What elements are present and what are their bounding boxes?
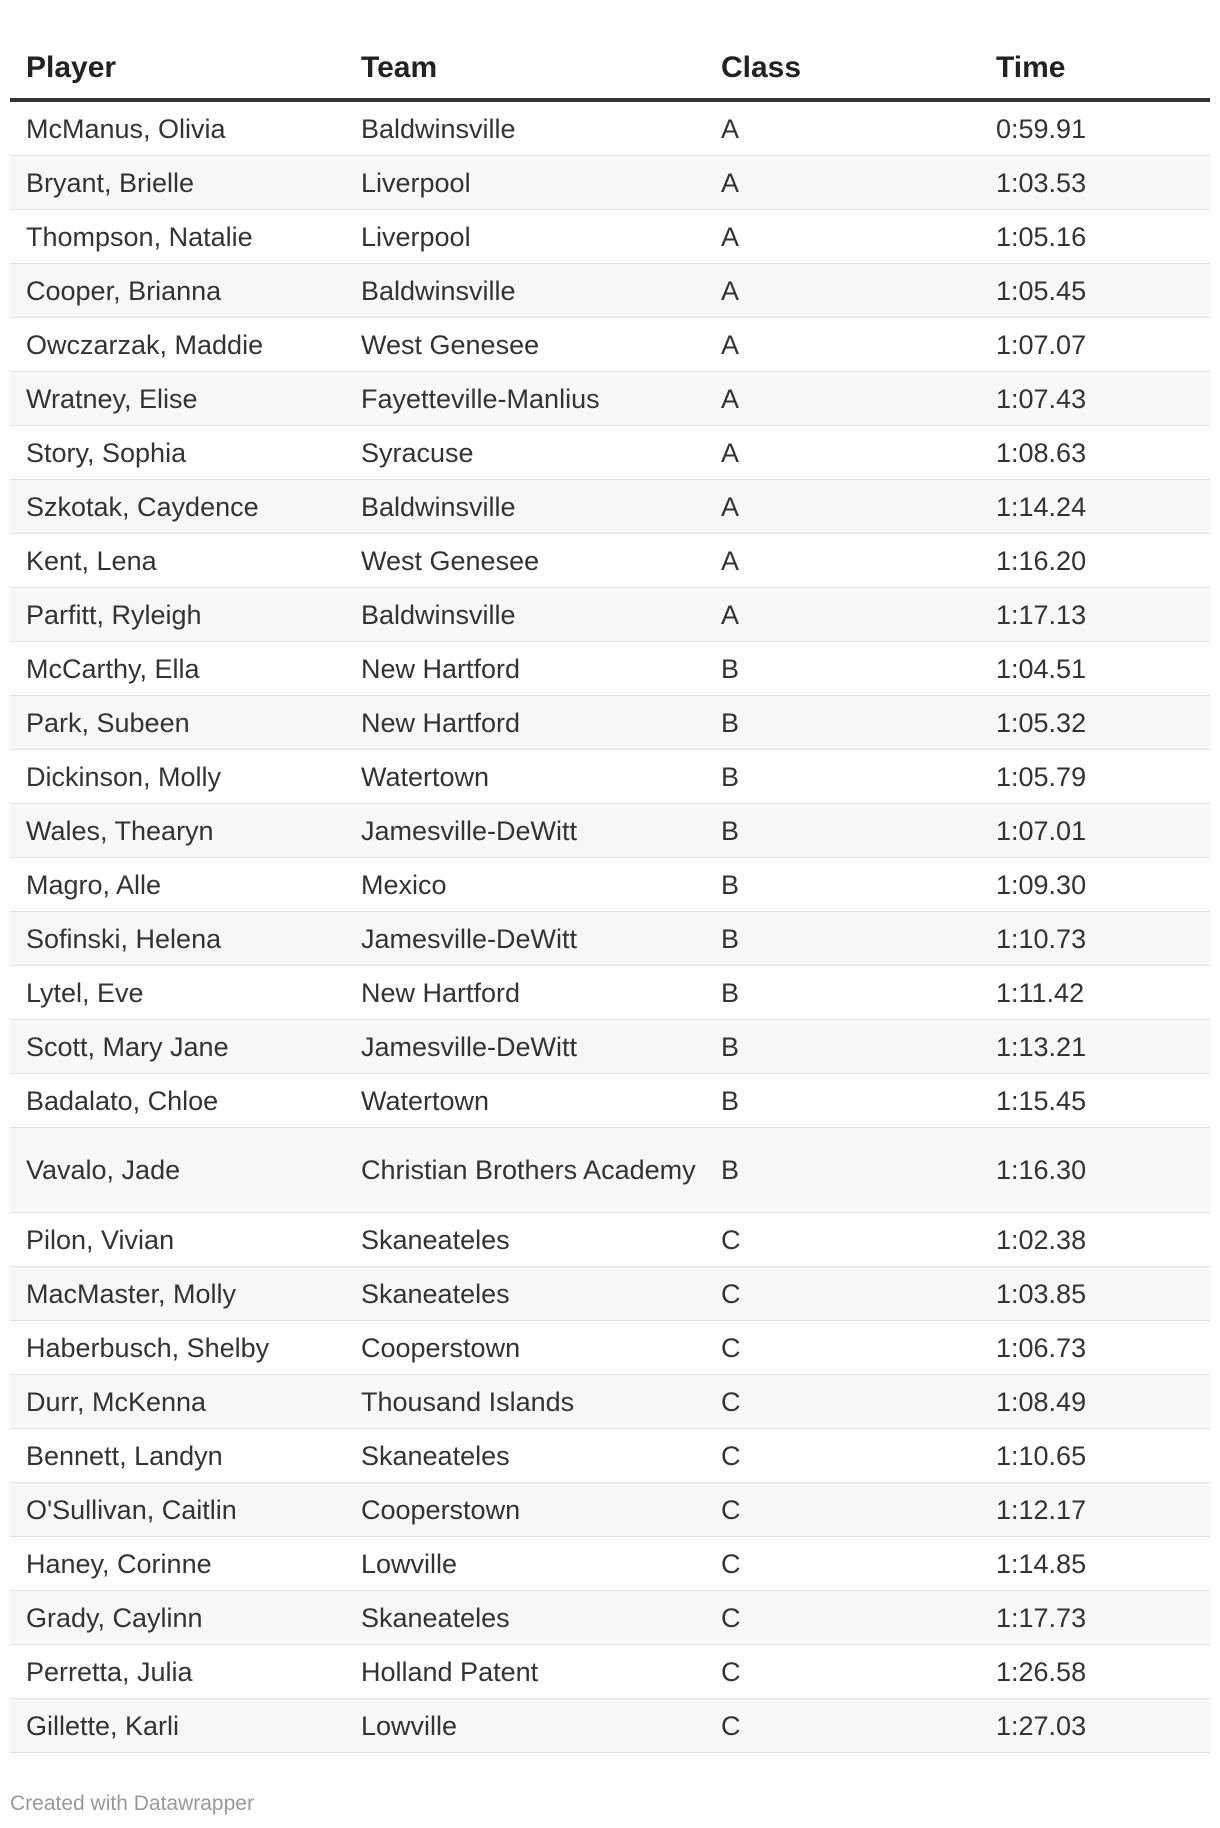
cell-time: 1:05.32 — [980, 696, 1210, 750]
column-header-team[interactable]: Team — [345, 38, 705, 100]
cell-class: A — [705, 156, 980, 210]
cell-class: B — [705, 1074, 980, 1128]
cell-team: New Hartford — [345, 966, 705, 1020]
column-header-player[interactable]: Player — [10, 38, 345, 100]
cell-time: 1:17.13 — [980, 588, 1210, 642]
cell-class: A — [705, 100, 980, 156]
cell-time: 1:04.51 — [980, 642, 1210, 696]
table-row — [10, 1020, 1210, 1074]
datawrapper-credit: Created with Datawrapper — [10, 1792, 254, 1815]
table-row — [10, 210, 1210, 264]
cell-time: 1:13.21 — [980, 1020, 1210, 1074]
table-row — [10, 318, 1210, 372]
cell-team: Fayetteville-Manlius — [345, 372, 705, 426]
table-row — [10, 642, 1210, 696]
cell-team: Lowville — [345, 1537, 705, 1591]
cell-time: 1:06.73 — [980, 1321, 1210, 1375]
table-row — [10, 1591, 1210, 1645]
cell-player: Haney, Corinne — [10, 1537, 345, 1591]
cell-team: Skaneateles — [345, 1429, 705, 1483]
table-row — [10, 372, 1210, 426]
table-row — [10, 1537, 1210, 1591]
table-row — [10, 1483, 1210, 1537]
cell-time: 1:07.43 — [980, 372, 1210, 426]
cell-team: Christian Brothers Academy — [345, 1128, 705, 1213]
cell-time: 1:08.49 — [980, 1375, 1210, 1429]
cell-class: A — [705, 480, 980, 534]
cell-class: B — [705, 966, 980, 1020]
cell-time: 1:11.42 — [980, 966, 1210, 1020]
cell-player: Park, Subeen — [10, 696, 345, 750]
cell-team: Skaneateles — [345, 1213, 705, 1267]
cell-class: C — [705, 1321, 980, 1375]
cell-player: Bennett, Landyn — [10, 1429, 345, 1483]
cell-team: Thousand Islands — [345, 1375, 705, 1429]
cell-class: A — [705, 318, 980, 372]
cell-player: McManus, Olivia — [10, 100, 345, 156]
cell-time: 1:27.03 — [980, 1699, 1210, 1753]
table-row — [10, 1645, 1210, 1699]
cell-time: 1:10.73 — [980, 912, 1210, 966]
cell-class: C — [705, 1375, 980, 1429]
cell-player: Story, Sophia — [10, 426, 345, 480]
cell-team: Watertown — [345, 750, 705, 804]
table-row — [10, 696, 1210, 750]
cell-class: B — [705, 696, 980, 750]
table-row — [10, 264, 1210, 318]
cell-player: Vavalo, Jade — [10, 1128, 345, 1213]
cell-player: Thompson, Natalie — [10, 210, 345, 264]
cell-player: O'Sullivan, Caitlin — [10, 1483, 345, 1537]
table-row — [10, 1213, 1210, 1267]
cell-class: B — [705, 912, 980, 966]
cell-player: Lytel, Eve — [10, 966, 345, 1020]
column-header-class[interactable]: Class — [705, 38, 980, 100]
cell-class: C — [705, 1537, 980, 1591]
cell-class: A — [705, 426, 980, 480]
cell-time: 1:12.17 — [980, 1483, 1210, 1537]
cell-team: Liverpool — [345, 210, 705, 264]
cell-team: Liverpool — [345, 156, 705, 210]
cell-class: C — [705, 1213, 980, 1267]
cell-class: A — [705, 534, 980, 588]
table-header — [10, 38, 1210, 100]
cell-time: 1:07.07 — [980, 318, 1210, 372]
cell-class: A — [705, 264, 980, 318]
cell-player: Owczarzak, Maddie — [10, 318, 345, 372]
cell-class: B — [705, 750, 980, 804]
cell-team: Cooperstown — [345, 1321, 705, 1375]
cell-time: 0:59.91 — [980, 100, 1210, 156]
cell-team: West Genesee — [345, 318, 705, 372]
cell-player: Gillette, Karli — [10, 1699, 345, 1753]
cell-player: Scott, Mary Jane — [10, 1020, 345, 1074]
cell-time: 1:05.45 — [980, 264, 1210, 318]
table-row — [10, 1267, 1210, 1321]
cell-player: Wratney, Elise — [10, 372, 345, 426]
table-row — [10, 1128, 1210, 1213]
cell-time: 1:08.63 — [980, 426, 1210, 480]
cell-time: 1:17.73 — [980, 1591, 1210, 1645]
table-row — [10, 912, 1210, 966]
cell-class: A — [705, 210, 980, 264]
table-row — [10, 480, 1210, 534]
cell-class: A — [705, 372, 980, 426]
cell-team: Lowville — [345, 1699, 705, 1753]
table-row — [10, 750, 1210, 804]
cell-class: B — [705, 642, 980, 696]
cell-time: 1:16.30 — [980, 1128, 1210, 1213]
cell-team: Skaneateles — [345, 1591, 705, 1645]
table-body — [10, 100, 1210, 1753]
cell-class: B — [705, 858, 980, 912]
cell-team: Mexico — [345, 858, 705, 912]
cell-player: Badalato, Chloe — [10, 1074, 345, 1128]
cell-class: C — [705, 1591, 980, 1645]
cell-player: Kent, Lena — [10, 534, 345, 588]
table-row — [10, 804, 1210, 858]
table-row — [10, 1375, 1210, 1429]
cell-time: 1:05.16 — [980, 210, 1210, 264]
cell-team: Baldwinsville — [345, 588, 705, 642]
cell-team: Jamesville-DeWitt — [345, 912, 705, 966]
cell-team: Jamesville-DeWitt — [345, 1020, 705, 1074]
cell-time: 1:16.20 — [980, 534, 1210, 588]
table-row — [10, 1321, 1210, 1375]
cell-time: 1:14.24 — [980, 480, 1210, 534]
cell-player: Sofinski, Helena — [10, 912, 345, 966]
cell-player: MacMaster, Molly — [10, 1267, 345, 1321]
cell-class: A — [705, 588, 980, 642]
table-row — [10, 156, 1210, 210]
cell-class: B — [705, 1020, 980, 1074]
cell-class: B — [705, 804, 980, 858]
cell-class: C — [705, 1645, 980, 1699]
cell-team: Baldwinsville — [345, 100, 705, 156]
cell-team: Watertown — [345, 1074, 705, 1128]
column-header-time[interactable]: Time — [980, 38, 1210, 100]
cell-team: West Genesee — [345, 534, 705, 588]
cell-class: B — [705, 1128, 980, 1213]
cell-time: 1:07.01 — [980, 804, 1210, 858]
cell-team: Syracuse — [345, 426, 705, 480]
cell-player: Parfitt, Ryleigh — [10, 588, 345, 642]
results-table — [10, 38, 1210, 1753]
table-row — [10, 426, 1210, 480]
cell-team: New Hartford — [345, 642, 705, 696]
cell-player: Szkotak, Caydence — [10, 480, 345, 534]
cell-team: Holland Patent — [345, 1645, 705, 1699]
cell-team: New Hartford — [345, 696, 705, 750]
table-row — [10, 1074, 1210, 1128]
cell-time: 1:09.30 — [980, 858, 1210, 912]
cell-time: 1:10.65 — [980, 1429, 1210, 1483]
cell-class: C — [705, 1429, 980, 1483]
cell-player: Wales, Thearyn — [10, 804, 345, 858]
table-row — [10, 1429, 1210, 1483]
table-row — [10, 966, 1210, 1020]
cell-time: 1:03.85 — [980, 1267, 1210, 1321]
cell-time: 1:03.53 — [980, 156, 1210, 210]
cell-team: Jamesville-DeWitt — [345, 804, 705, 858]
cell-class: C — [705, 1483, 980, 1537]
table-row — [10, 1699, 1210, 1753]
table-row — [10, 534, 1210, 588]
header-row — [10, 38, 1210, 100]
table-row — [10, 100, 1210, 156]
cell-time: 1:05.79 — [980, 750, 1210, 804]
cell-player: Pilon, Vivian — [10, 1213, 345, 1267]
cell-team: Baldwinsville — [345, 264, 705, 318]
cell-player: Perretta, Julia — [10, 1645, 345, 1699]
cell-time: 1:14.85 — [980, 1537, 1210, 1591]
table-row — [10, 858, 1210, 912]
cell-time: 1:02.38 — [980, 1213, 1210, 1267]
results-table-container — [10, 38, 1210, 1753]
cell-player: Grady, Caylinn — [10, 1591, 345, 1645]
cell-player: Magro, Alle — [10, 858, 345, 912]
cell-player: Cooper, Brianna — [10, 264, 345, 318]
cell-player: Haberbusch, Shelby — [10, 1321, 345, 1375]
cell-team: Skaneateles — [345, 1267, 705, 1321]
cell-class: C — [705, 1267, 980, 1321]
cell-team: Cooperstown — [345, 1483, 705, 1537]
cell-time: 1:26.58 — [980, 1645, 1210, 1699]
cell-player: Bryant, Brielle — [10, 156, 345, 210]
cell-time: 1:15.45 — [980, 1074, 1210, 1128]
cell-team: Baldwinsville — [345, 480, 705, 534]
cell-player: Durr, McKenna — [10, 1375, 345, 1429]
cell-class: C — [705, 1699, 980, 1753]
table-row — [10, 588, 1210, 642]
cell-player: Dickinson, Molly — [10, 750, 345, 804]
cell-player: McCarthy, Ella — [10, 642, 345, 696]
